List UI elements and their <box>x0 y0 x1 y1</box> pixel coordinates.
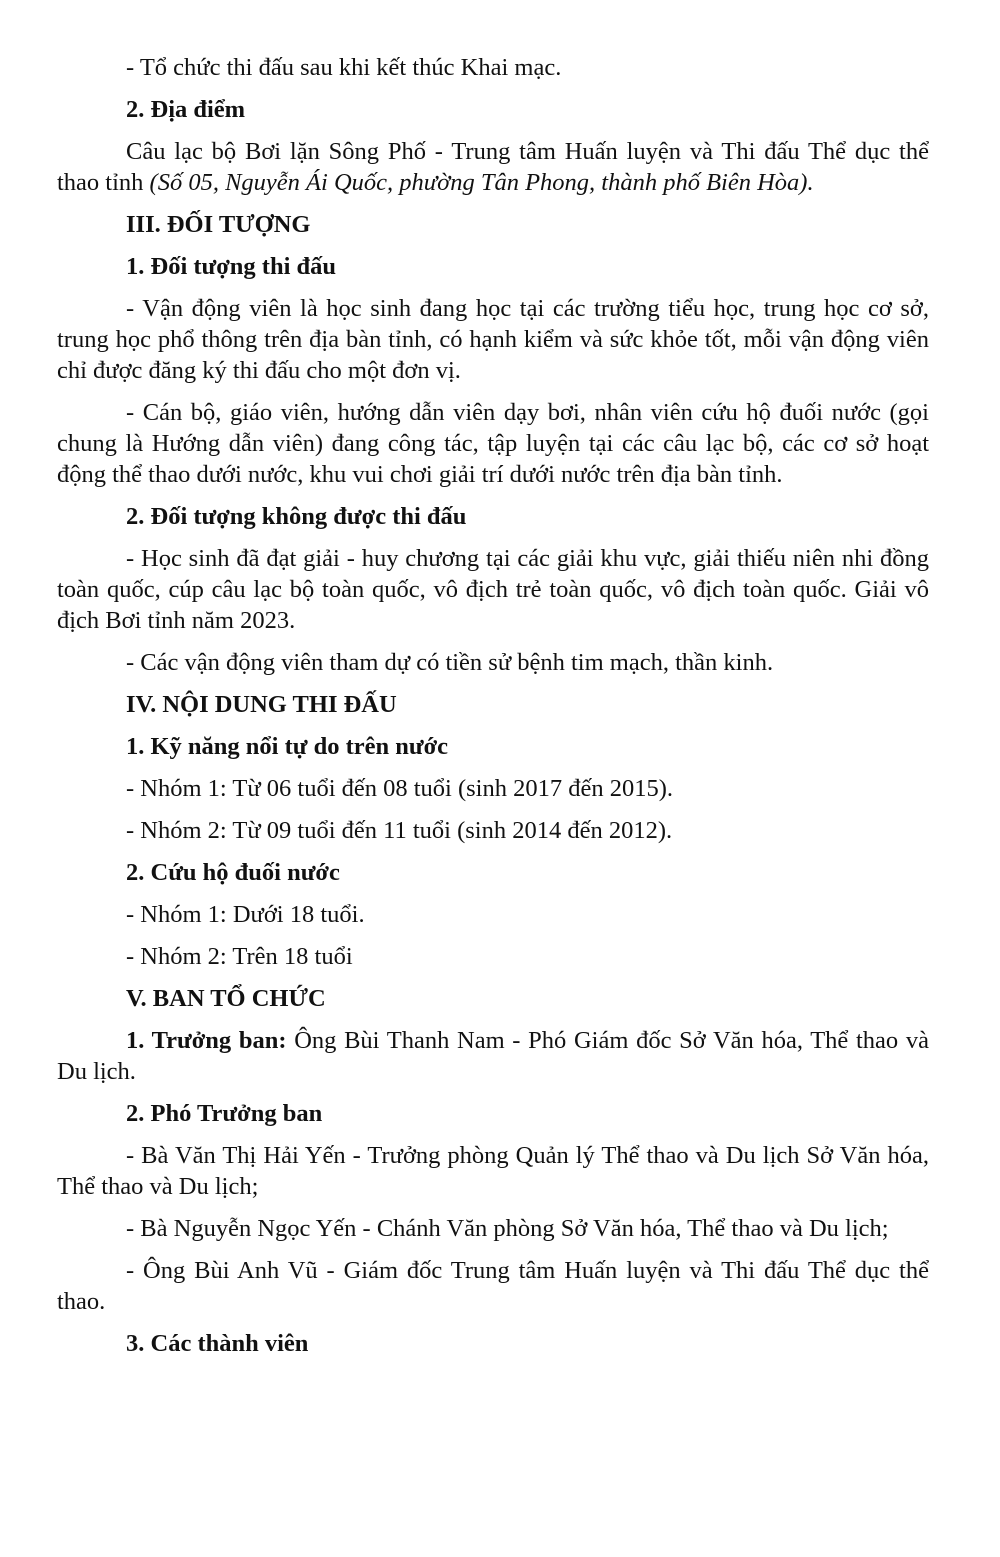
location-text: Câu lạc bộ Bơi lặn Sông Phố - Trung tâm Huấn luyện và Thi đấu Thể dục thể thao tỉnh <box>57 138 929 196</box>
heading-ineligible-participants: 2. Đối tượng không được thi đấu <box>126 503 467 530</box>
paragraph-floating-group-2: - Nhóm 2: Từ 09 tuổi đến 11 tuổi (sinh 2014 đến 2012). <box>126 817 673 844</box>
paragraph-location <box>57 136 929 198</box>
paragraph-rescue-group-2: - Nhóm 2: Trên 18 tuổi <box>126 943 353 970</box>
heading-section-iii: III. ĐỐI TƯỢNG <box>126 211 311 238</box>
paragraph-deputy-2: - Bà Nguyễn Ngọc Yến - Chánh Văn phòng Sở Văn hóa, Thể thao và Du lịch; <box>126 1215 889 1242</box>
paragraph-deputy-1: - Bà Văn Thị Hải Yến - Trưởng phòng Quản lý Thể thao và Du lịch Sở Văn hóa, Thể thao và Du lịch; <box>57 1142 929 1200</box>
paragraph-deputy-3: - Ông Bùi Anh Vũ - Giám đốc Trung tâm Huấn luyện và Thi đấu Thể dục thể thao. <box>57 1257 929 1315</box>
paragraph-instructors: - Cán bộ, giáo viên, hướng dẫn viên dạy bơi, nhân viên cứu hộ đuối nước (gọi chung là Hướng dẫn viên) đang công tác, tập luyện tại các câu lạc bộ, các cơ sở hoạt động thể thao dưới nước, khu vui chơi giải trí dưới nước trên địa bàn tỉnh. <box>57 399 929 488</box>
paragraph-schedule: - Tổ chức thi đấu sau khi kết thúc Khai mạc. <box>126 54 562 81</box>
paragraph-floating-group-1: - Nhóm 1: Từ 06 tuổi đến 08 tuổi (sinh 2017 đến 2015). <box>126 775 674 802</box>
paragraph-head-of-committee <box>57 1025 929 1087</box>
heading-deputy-heads: 2. Phó Trưởng ban <box>126 1100 323 1127</box>
paragraph-ineligible-health: - Các vận động viên tham dự có tiền sử bệnh tim mạch, thần kinh. <box>126 649 774 676</box>
location-address: (Số 05, Nguyễn Ái Quốc, phường Tân Phong, thành phố Biên Hòa). <box>149 169 814 196</box>
paragraph-ineligible-awardees: - Học sinh đã đạt giải - huy chương tại các giải khu vực, giải thiếu niên nhi đồng toàn quốc, cúp câu lạc bộ toàn quốc, vô địch trẻ toàn quốc, vô địch toàn quốc. Giải vô địch Bơi tỉnh năm 2023. <box>57 545 929 634</box>
document-page <box>57 52 929 1370</box>
heading-floating-skill: 1. Kỹ năng nổi tự do trên nước <box>126 733 449 760</box>
paragraph-rescue-group-1: - Nhóm 1: Dưới 18 tuổi. <box>126 901 365 928</box>
heading-section-v: V. BAN TỔ CHỨC <box>126 985 326 1012</box>
head-of-committee-label: 1. Trưởng ban: <box>126 1027 287 1054</box>
heading-location: 2. Địa điểm <box>126 96 246 123</box>
heading-members: 3. Các thành viên <box>126 1330 309 1357</box>
heading-rescue: 2. Cứu hộ đuối nước <box>126 859 340 886</box>
heading-section-iv: IV. NỘI DUNG THI ĐẤU <box>126 691 397 718</box>
paragraph-athletes: - Vận động viên là học sinh đang học tại các trường tiểu học, trung học cơ sở, trung học phổ thông trên địa bàn tỉnh, có hạnh kiểm và sức khỏe tốt, mỗi vận động viên chỉ được đăng ký thi đấu cho một đơn vị. <box>57 295 929 384</box>
heading-eligible-participants: 1. Đối tượng thi đấu <box>126 253 337 280</box>
head-of-committee-text: Ông Bùi Thanh Nam - Phó Giám đốc Sở Văn hóa, Thể thao và Du lịch. <box>57 1027 929 1085</box>
